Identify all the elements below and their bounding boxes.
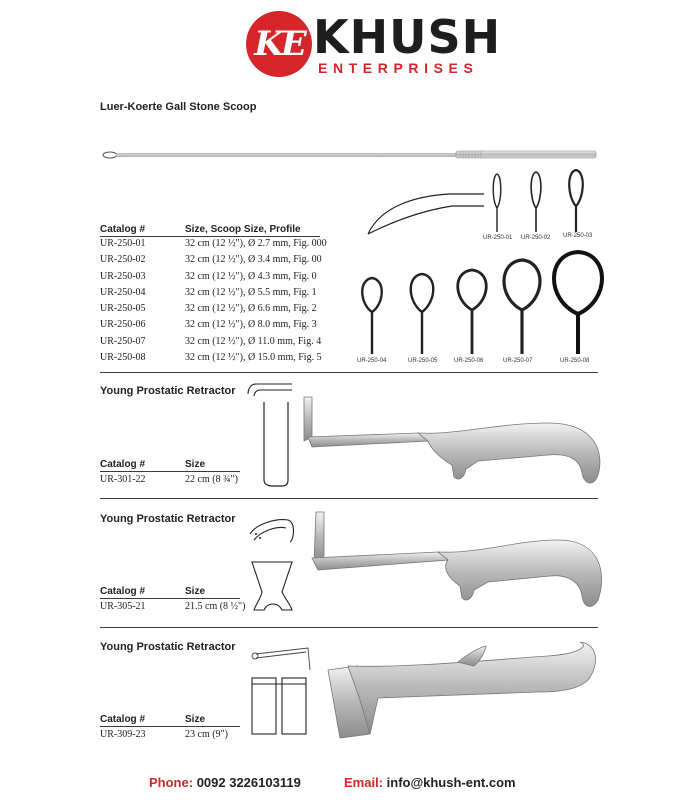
footer-email [344,775,516,790]
email-address[interactable]: info@khush-ent.com [386,775,516,790]
table-row-desc: 32 cm (12 ½"), Ø 15.0 mm, Fig. 5 [185,352,322,364]
logo-mark [246,11,312,77]
email-label: Email: [344,775,384,790]
phone-label: Phone: [149,775,194,790]
section-divider [100,627,598,628]
table-row-desc: 32 cm (12 ½"), Ø 6.6 mm, Fig. 2 [185,303,317,315]
phone-number[interactable]: 0092 3226103119 [196,775,301,790]
young-retractor-image-2 [298,510,608,620]
scoop-tips-small [490,170,600,240]
fig-label-02: UR-250-02 [521,235,551,241]
table-row-desc: 32 cm (12 ½"), Ø 8.0 mm, Fig. 3 [185,319,317,331]
gall-stone-scoop-image [100,146,600,166]
fig-label-03: UR-250-03 [563,233,593,239]
section1-codes [100,236,146,366]
table-row-code: UR-250-02 [100,254,146,266]
fig-label-08: UR-250-08 [560,358,590,364]
section4-col-catalog: Catalog # [100,714,146,725]
fig-label-01: UR-250-01 [483,235,513,241]
section2-size: 22 cm (8 ¾") [185,474,238,485]
table-row-code: UR-250-08 [100,352,146,364]
section1-col-desc: Size, Scoop Size, Profile [185,224,301,235]
retractor-profile-drawing [246,514,306,614]
section3-code: UR-305-21 [100,601,146,612]
fig-label-05: UR-250-05 [408,358,438,364]
section2-title: Young Prostatic Retractor [100,385,236,397]
section4-code: UR-309-23 [100,729,146,740]
brand-subtitle: ENTERPRISES [318,60,479,76]
brand-name: KHUSH [313,10,502,64]
table-row-code: UR-250-05 [100,303,146,315]
section1-col-catalog: Catalog # [100,224,146,235]
footer-phone [149,775,301,790]
section2-col-size: Size [185,459,206,470]
section1-descriptions [185,236,327,366]
table-row-code: UR-250-04 [100,286,146,298]
section3-col-size: Size [185,586,206,597]
section4-title: Young Prostatic Retractor [100,641,236,653]
section3-title: Young Prostatic Retractor [100,513,236,525]
young-retractor-image-3 [318,640,608,740]
section1-title: Luer-Koerte Gall Stone Scoop [100,101,257,113]
table-row-code: UR-250-01 [100,238,146,249]
section-divider [100,498,598,499]
section4-col-size: Size [185,714,206,725]
section-divider [100,372,598,373]
table-row-code: UR-250-06 [100,319,146,331]
scoop-tips-large [350,250,610,360]
table-row-desc: 32 cm (12 ½"), Ø 5.5 mm, Fig. 1 [185,286,317,298]
fig-label-04: UR-250-04 [357,358,387,364]
section2-code: UR-301-22 [100,474,146,485]
fig-label-06: UR-250-06 [454,358,484,364]
table-row-desc: 32 cm (12 ½"), Ø 3.4 mm, Fig. 00 [185,254,322,266]
scoop-profile-drawing [366,190,486,240]
section3-size: 21.5 cm (8 ½") [185,601,246,612]
table-row-desc: 32 cm (12 ½"), Ø 2.7 mm, Fig. 000 [185,238,327,249]
table-row-desc: 32 cm (12 ½"), Ø 11.0 mm, Fig. 4 [185,335,322,347]
retractor-profile-drawing [248,640,318,740]
retractor-profile-drawing [248,380,298,490]
section4-size: 23 cm (9") [185,729,228,740]
table-row-code: UR-250-07 [100,335,146,347]
section2-col-catalog: Catalog # [100,459,146,470]
fig-label-07: UR-250-07 [503,358,533,364]
table-row-code: UR-250-03 [100,270,146,282]
table-row-desc: 32 cm (12 ½"), Ø 4.3 mm, Fig. 0 [185,270,317,282]
young-retractor-image-1 [298,395,608,495]
section3-col-catalog: Catalog # [100,586,146,597]
logo-mark-text: KE [254,24,304,64]
